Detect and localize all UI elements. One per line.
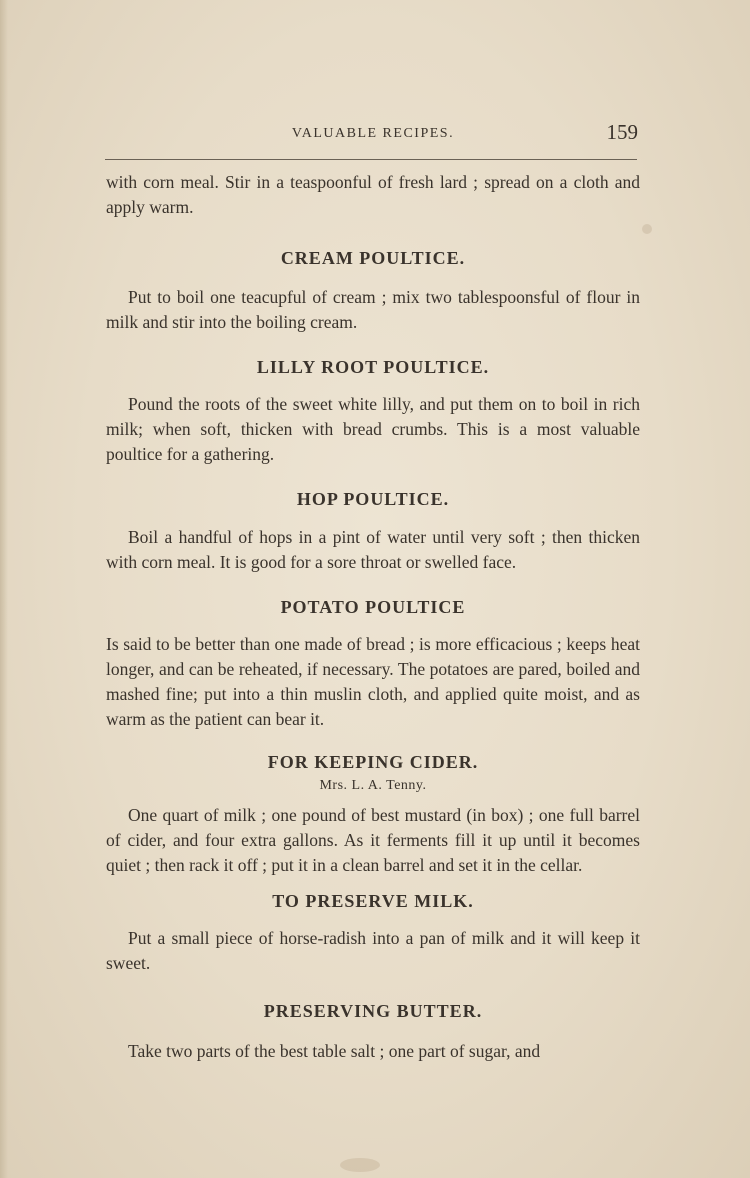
page-text <box>106 170 640 1064</box>
header-rule <box>105 159 637 160</box>
hop-poultice-text: Boil a handful of hops in a pint of water until very soft ; then thicken with corn meal. It is good for a sore throat or swelled face. <box>106 527 640 572</box>
potato-poultice-heading: POTATO POULTICE <box>280 597 466 617</box>
running-title: VALUABLE RECIPES. <box>291 126 455 141</box>
paper-stain <box>642 224 652 234</box>
page-number: 159 <box>606 120 638 144</box>
cream-poultice-text: Put to boil one teacupful of cream ; mix two tablespoonsful of flour in milk and stir into the boiling cream. <box>106 287 640 332</box>
keeping-cider-byline: Mrs. L. A. Tenny. <box>319 778 427 793</box>
lilly-root-poultice-heading: LILLY ROOT POULTICE. <box>256 357 490 377</box>
running-head <box>108 120 638 148</box>
keeping-cider-heading: FOR KEEPING CIDER. <box>267 752 479 772</box>
intro-paragraph: with corn meal. Stir in a teaspoonful of fresh lard ; spread on a cloth and apply warm. <box>106 172 640 217</box>
preserve-milk-text: Put a small piece of horse-radish into a pan of milk and it will keep it sweet. <box>106 928 640 973</box>
lilly-root-poultice-text: Pound the roots of the sweet white lilly, and put them on to boil in rich milk; when soft, thicken with bread crumbs. This is a most valuable poultice for a gathering. <box>106 394 640 464</box>
preserving-butter-heading: PRESERVING BUTTER. <box>263 1001 483 1021</box>
page-edge-shadow <box>0 0 8 1178</box>
keeping-cider-text: One quart of milk ; one pound of best mustard (in box) ; one full barrel of cider, and four extra gallons. As it ferments fill it up until it becomes quiet ; then rack it off ; put it in a clean barrel and set it in the cellar. <box>106 805 640 875</box>
paper-stain <box>340 1158 380 1172</box>
hop-poultice-heading: HOP POULTICE. <box>296 489 450 509</box>
preserving-butter-text: Take two parts of the best table salt ; one part of sugar, and <box>128 1041 541 1061</box>
preserve-milk-heading: TO PRESERVE MILK. <box>272 891 474 911</box>
potato-poultice-text: Is said to be better than one made of bread ; is more efficacious ; keeps heat longer, and can be reheated, if necessary. The potatoes are pared, boiled and mashed fine; put into a thin muslin cloth, and applied quite moist, and as warm as the patient can bear it. <box>106 634 640 729</box>
cream-poultice-heading: CREAM POULTICE. <box>280 248 466 268</box>
